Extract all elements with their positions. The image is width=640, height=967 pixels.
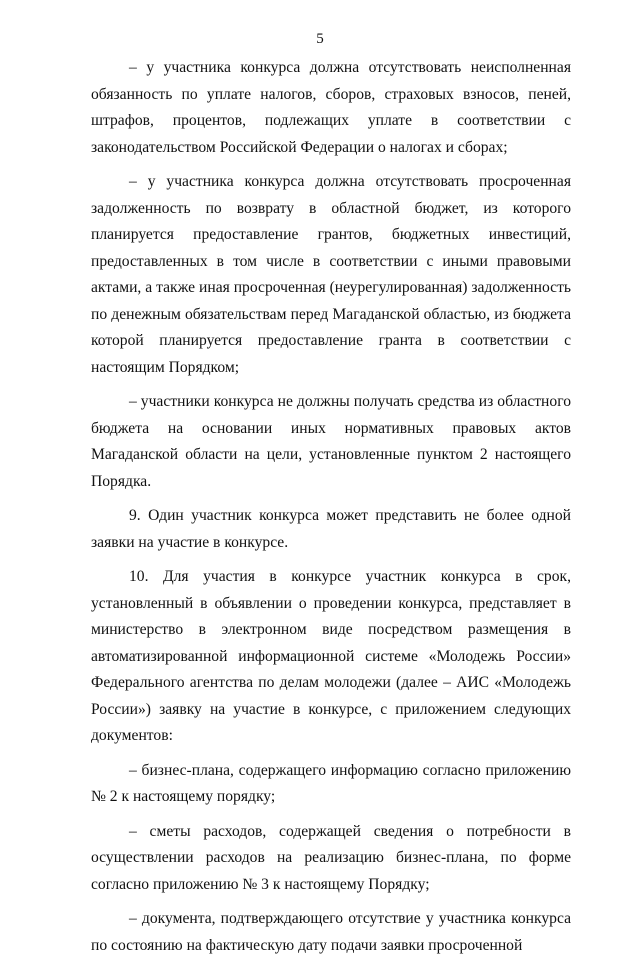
paragraph-business-plan: – бизнес-плана, содержащего информацию согласно приложению № 2 к настоящему порядку;	[91, 761, 571, 805]
paragraph-item-10: 10. Для участия в конкурсе участник конкурса в срок, установленный в объявлении о проведении конкурса, представляет в министерство в электронном виде посредством размещения в автоматизированной информационной системе «Молодежь России» Федерального агентства по делам молодежи (далее – АИС «Молодежь России») заявку на участие в конкурсе, с приложением следующих документов:	[91, 568, 571, 744]
page-number: 5	[316, 31, 324, 47]
paragraph-item-9: 9. Один участник конкурса может представить не более одной заявки на участие в конкурсе.	[91, 507, 571, 551]
document-body	[91, 55, 571, 967]
paragraph-debt-document: – документа, подтверждающего отсутствие у участника конкурса по состоянию на фактическую дату подачи заявки просроченной	[91, 910, 571, 954]
paragraph-tax-obligation: – у участника конкурса должна отсутствовать неисполненная обязанность по уплате налогов, сборов, страховых взносов, пеней, штрафов, процентов, подлежащих уплате в соответствии с законодательством Российской Федерации о налогах и сборах;	[91, 59, 571, 156]
paragraph-cost-estimate: – сметы расходов, содержащей сведения о потребности в осуществлении расходов на реализацию бизнес-плана, по форме согласно приложению № 3 к настоящему Порядку;	[91, 822, 571, 893]
paragraph-overdue-debt: – у участника конкурса должна отсутствовать просроченная задолженность по возврату в областной бюджет, из которого планируется предоставление грантов, бюджетных инвестиций, предоставленных в том числе в соответствии с иными правовыми актами, а также иная просроченная (неурегулированная) задолженность по денежным обязательствам перед Магаданской областью, из бюджета которой планируется предоставление гранта в соответствии с настоящим Порядком;	[91, 173, 571, 376]
paragraph-no-other-funds: – участники конкурса не должны получать средства из областного бюджета на основании иных нормативных правовых актов Магаданской области на цели, установленные пунктом 2 настоящего Порядка.	[91, 393, 571, 490]
